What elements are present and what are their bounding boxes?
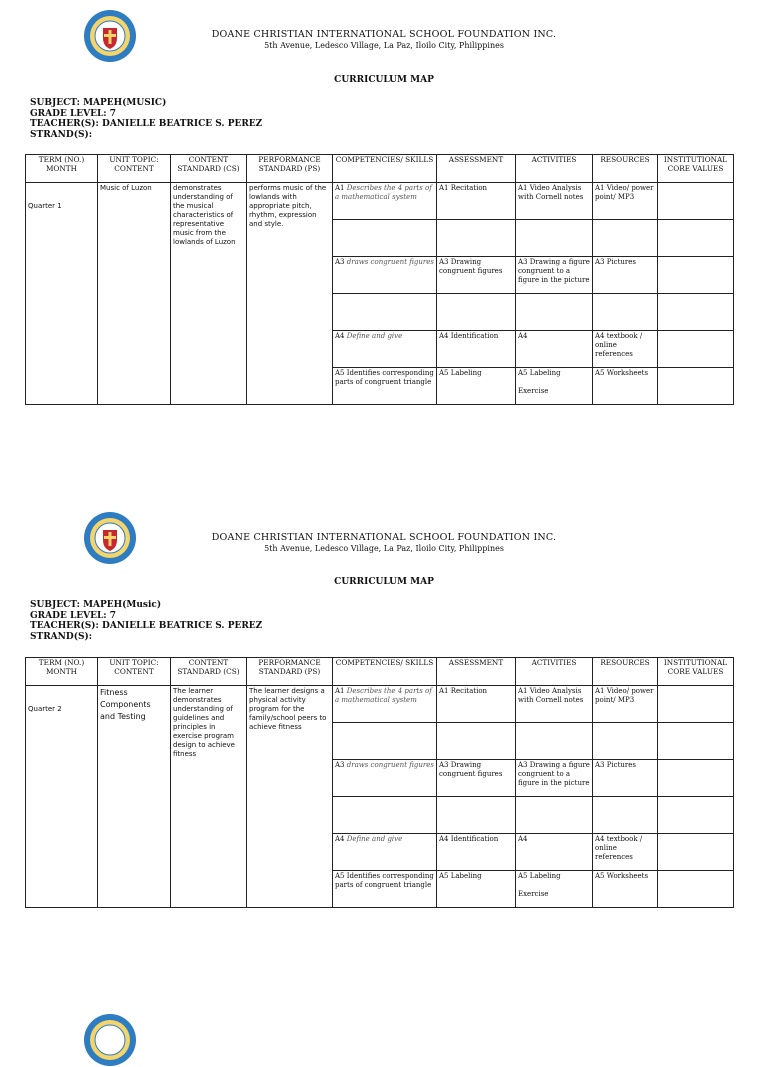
- col-header: ASSESSMENT: [437, 658, 516, 686]
- assessment-cell: [437, 723, 516, 760]
- activity-cell: [516, 294, 593, 331]
- col-header: ACTIVITIES: [516, 658, 593, 686]
- activity-cell: A4: [516, 834, 593, 871]
- assessment-cell: A4 Identification: [437, 331, 516, 368]
- activity-cell: A4: [516, 331, 593, 368]
- performance-standard-cell: performs music of the lowlands with appropriate pitch, rhythm, expression and style.: [247, 183, 333, 405]
- school-name: DOANE CHRISTIAN INTERNATIONAL SCHOOL FOUNDATION INC.: [211, 532, 557, 543]
- activity-cell: A5 Labeling Exercise: [516, 871, 593, 908]
- assessment-cell: A1 Recitation: [437, 183, 516, 220]
- assessment-cell: A1 Recitation: [437, 686, 516, 723]
- content-standard-cell: demonstrates understanding of the musical characteristics of representative music from the lowlands of Luzon: [171, 183, 247, 405]
- competency-cell: [333, 294, 437, 331]
- grade-line: GRADE LEVEL: 7: [30, 108, 117, 119]
- assessment-cell: A3 Drawing congruent figures: [437, 257, 516, 294]
- competency-cell: A4 Define and give: [333, 331, 437, 368]
- col-header: INSTITUTIONAL CORE VALUES: [658, 155, 734, 183]
- school-address: 5th Avenue, Ledesco Village, La Paz, Iloilo City, Philippines: [264, 41, 504, 50]
- resource-cell: A1 Video/ power point/ MP3: [593, 686, 658, 723]
- activity-cell: A3 Drawing a figure congruent to a figure in the picture: [516, 760, 593, 797]
- school-name: DOANE CHRISTIAN INTERNATIONAL SCHOOL FOUNDATION INC.: [211, 29, 557, 40]
- col-header: TERM (NO.) MONTH: [26, 155, 98, 183]
- core-values-cell: [658, 220, 734, 257]
- resource-cell: A5 Worksheets: [593, 368, 658, 405]
- school-address: 5th Avenue, Ledesco Village, La Paz, Iloilo City, Philippines: [264, 544, 504, 553]
- col-header: ACTIVITIES: [516, 155, 593, 183]
- col-header: ASSESSMENT: [437, 155, 516, 183]
- col-header: PERFORMANCE STANDARD (PS): [247, 658, 333, 686]
- core-values-cell: [658, 183, 734, 220]
- col-header: TERM (NO.) MONTH: [26, 658, 98, 686]
- teacher-line: TEACHER(S): DANIELLE BEATRICE S. PEREZ: [30, 621, 263, 631]
- activity-cell: [516, 220, 593, 257]
- core-values-cell: [658, 760, 734, 797]
- col-header: RESOURCES: [593, 658, 658, 686]
- activity-cell: [516, 723, 593, 760]
- assessment-cell: [437, 797, 516, 834]
- competency-cell: [333, 797, 437, 834]
- resource-cell: A3 Pictures: [593, 760, 658, 797]
- assessment-cell: A3 Drawing congruent figures: [437, 760, 516, 797]
- col-header: COMPETENCIES/ SKILLS: [333, 658, 437, 686]
- info-block: [30, 600, 262, 642]
- resource-cell: [593, 723, 658, 760]
- term-cell: Quarter 2: [26, 686, 98, 908]
- competency-cell: A3 draws congruent figures: [333, 760, 437, 797]
- topic-cell: Fitness Components and Testing: [98, 686, 171, 908]
- curriculum-map-table: [25, 154, 734, 405]
- content-standard-cell: The learner demonstrates understanding of guidelines and principles in exercise program design to achieve fitness: [171, 686, 247, 908]
- strand-line: STRAND(S):: [30, 631, 93, 642]
- core-values-cell: [658, 686, 734, 723]
- competency-cell: [333, 220, 437, 257]
- activity-cell: A1 Video Analysis with Cornell notes: [516, 686, 593, 723]
- core-values-cell: [658, 871, 734, 908]
- school-seal-logo: [83, 1013, 137, 1067]
- resource-cell: A5 Worksheets: [593, 871, 658, 908]
- core-values-cell: [658, 834, 734, 871]
- strand-line: STRAND(S):: [30, 129, 93, 140]
- assessment-cell: [437, 294, 516, 331]
- header-row: [26, 155, 734, 183]
- activity-cell: A3 Drawing a figure congruent to a figure in the picture: [516, 257, 593, 294]
- core-values-cell: [658, 294, 734, 331]
- resource-cell: [593, 797, 658, 834]
- competency-cell: A3 draws congruent figures: [333, 257, 437, 294]
- resource-cell: [593, 294, 658, 331]
- col-header: COMPETENCIES/ SKILLS: [333, 155, 437, 183]
- col-header: PERFORMANCE STANDARD (PS): [247, 155, 333, 183]
- map-title: CURRICULUM MAP: [334, 75, 434, 85]
- activity-cell: [516, 797, 593, 834]
- col-header: RESOURCES: [593, 155, 658, 183]
- header-row: [26, 658, 734, 686]
- resource-cell: A3 Pictures: [593, 257, 658, 294]
- competency-cell: A1 Describes the 4 parts of a mathematical system: [333, 183, 437, 220]
- competency-cell: A1 Describes the 4 parts of a mathematical system: [333, 686, 437, 723]
- col-header: INSTITUTIONAL CORE VALUES: [658, 658, 734, 686]
- assessment-cell: A4 Identification: [437, 834, 516, 871]
- resource-cell: A4 textbook / online references: [593, 331, 658, 368]
- grade-line: GRADE LEVEL: 7: [30, 610, 117, 621]
- competency-cell: A5 Identifies corresponding parts of congruent triangle: [333, 871, 437, 908]
- col-header: UNIT TOPIC: CONTENT: [98, 658, 171, 686]
- topic-cell: Music of Luzon: [98, 183, 171, 405]
- assessment-cell: [437, 220, 516, 257]
- core-values-cell: [658, 723, 734, 760]
- assessment-cell: A5 Labeling: [437, 368, 516, 405]
- performance-standard-cell: The learner designs a physical activity program for the family/school peers to achieve fitness: [247, 686, 333, 908]
- col-header: UNIT TOPIC: CONTENT: [98, 155, 171, 183]
- activity-cell: A1 Video Analysis with Cornell notes: [516, 183, 593, 220]
- competency-cell: A4 Define and give: [333, 834, 437, 871]
- core-values-cell: [658, 368, 734, 405]
- teacher-line: TEACHER(S): DANIELLE BEATRICE S. PEREZ: [30, 119, 263, 129]
- map-title: CURRICULUM MAP: [334, 577, 434, 587]
- table-row: [26, 183, 734, 220]
- competency-cell: A5 Identifies corresponding parts of congruent triangle: [333, 368, 437, 405]
- core-values-cell: [658, 331, 734, 368]
- col-header: CONTENT STANDARD (CS): [171, 658, 247, 686]
- activity-cell: A5 Labeling Exercise: [516, 368, 593, 405]
- info-block: [30, 98, 262, 140]
- subject-line: SUBJECT: MAPEH(Music): [30, 600, 162, 610]
- competency-cell: [333, 723, 437, 760]
- assessment-cell: A5 Labeling: [437, 871, 516, 908]
- resource-cell: A4 textbook / online references: [593, 834, 658, 871]
- table-row: [26, 686, 734, 723]
- core-values-cell: [658, 257, 734, 294]
- subject-line: SUBJECT: MAPEH(MUSIC): [30, 98, 167, 108]
- curriculum-map-table: [25, 657, 734, 908]
- resource-cell: [593, 220, 658, 257]
- resource-cell: A1 Video/ power point/ MP3: [593, 183, 658, 220]
- core-values-cell: [658, 797, 734, 834]
- col-header: CONTENT STANDARD (CS): [171, 155, 247, 183]
- term-cell: Quarter 1: [26, 183, 98, 405]
